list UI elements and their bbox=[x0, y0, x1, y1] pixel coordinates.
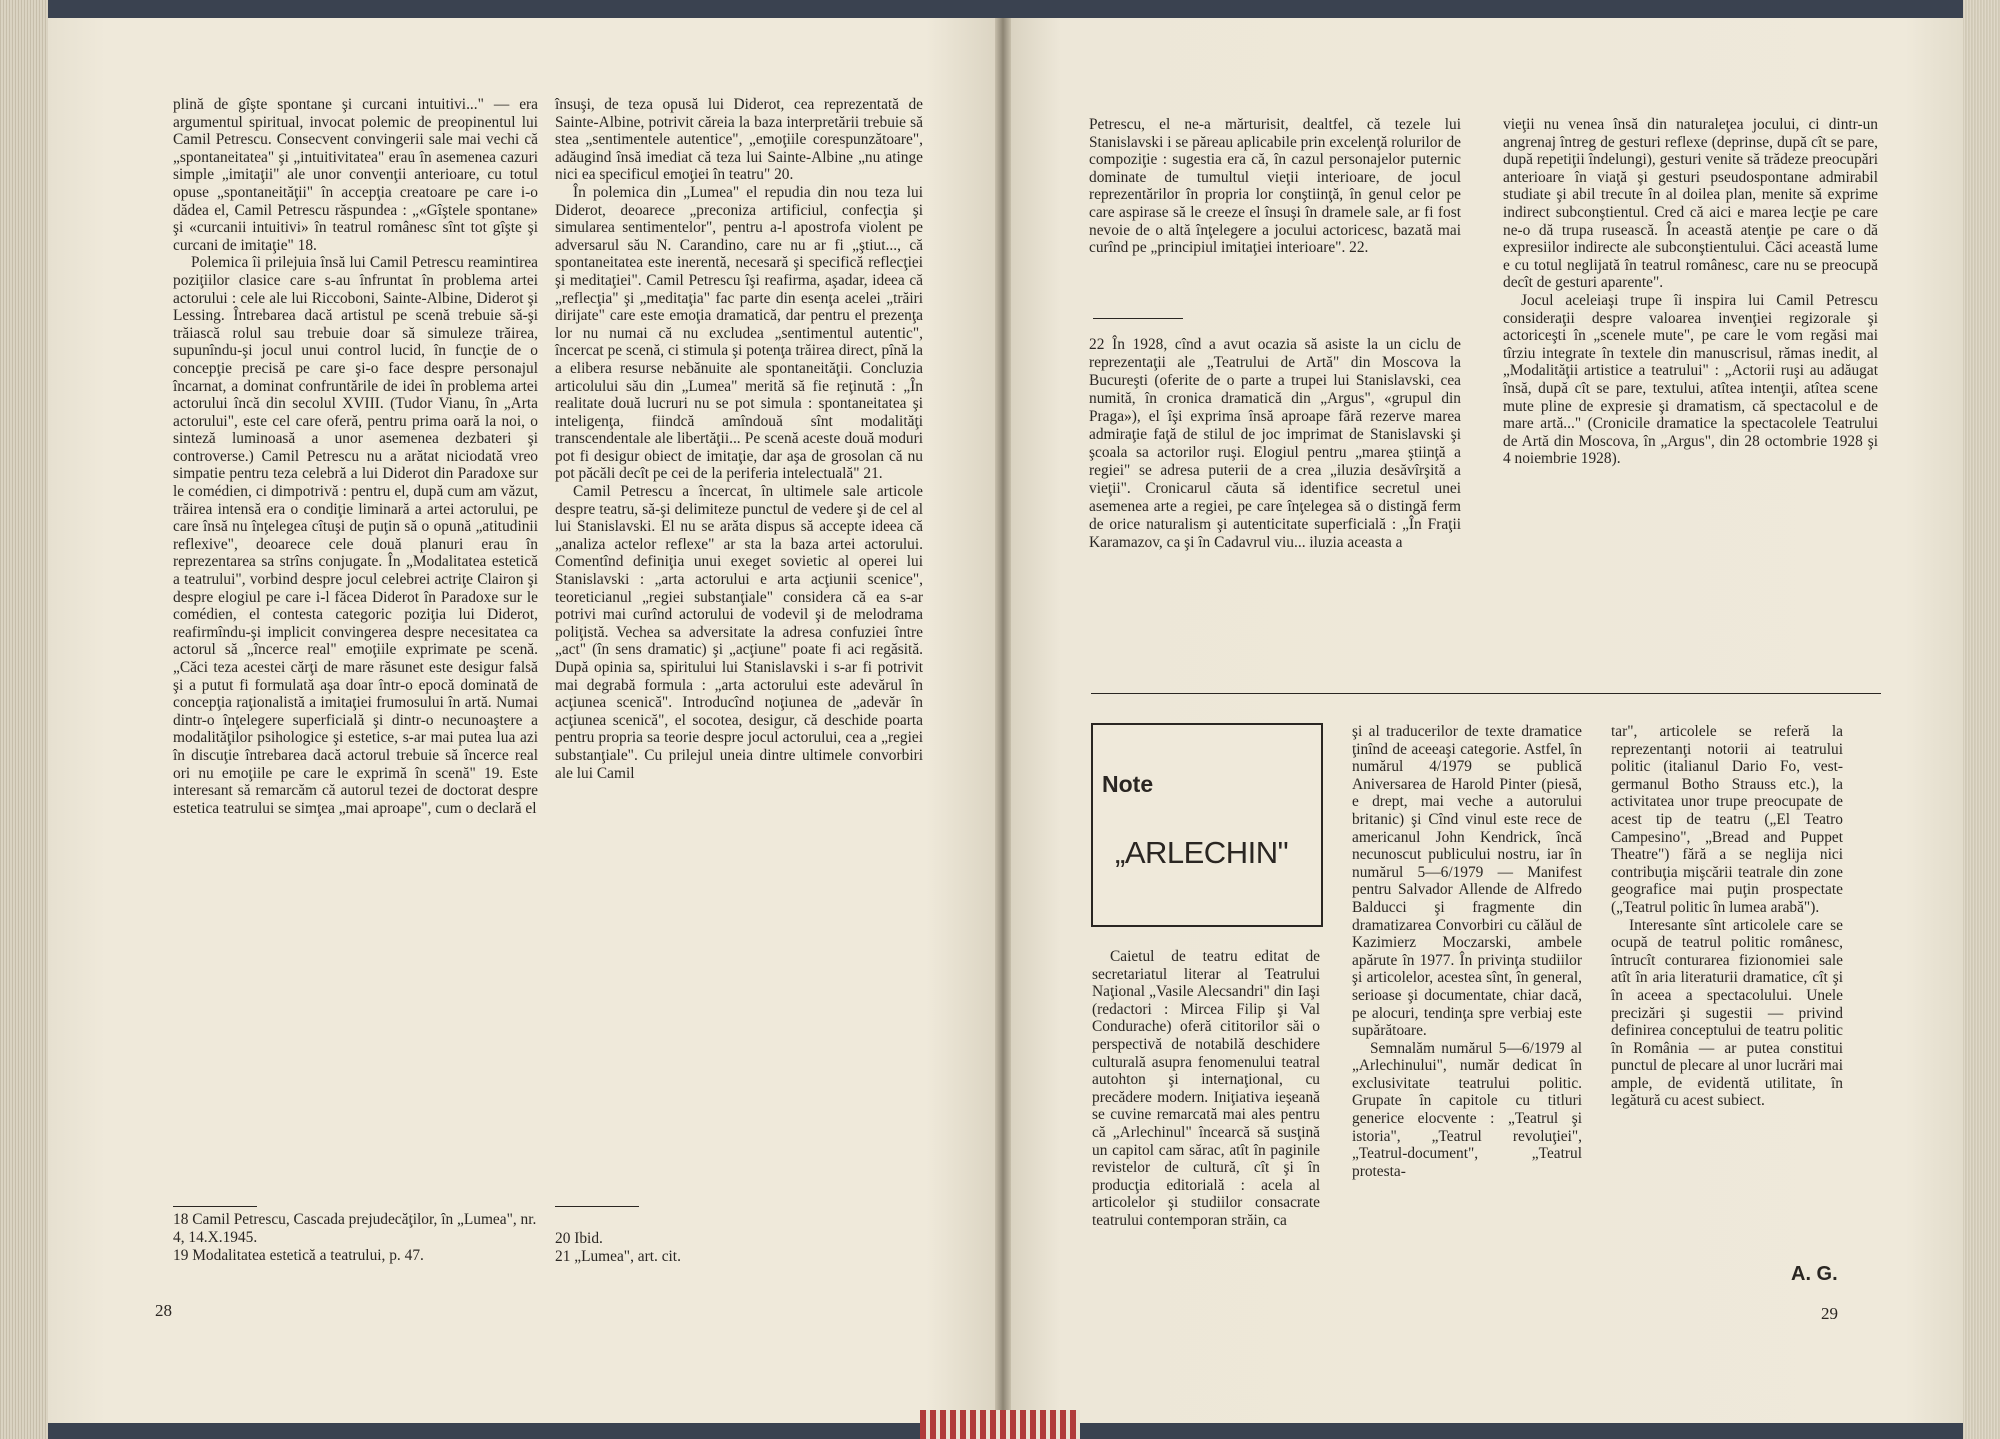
page-number: 29 bbox=[1821, 1304, 1838, 1323]
left-col1-footnotes bbox=[173, 1211, 538, 1265]
paragraph: Interesante sînt articolele care se ocupă de teatrul politic românesc, întrucît conturarea fizionomiei sale atît în aria literaturii dramatice, cît şi în aceea a spectacolului. Unele precizări şi sugestii — privind definirea conceptului de teatru politic în România — ar putea constitui punctul de plecare al unor lucrări mai ample, de evidentă utilitate, în legătură cu acest subiect. bbox=[1611, 916, 1843, 1110]
right-col2 bbox=[1503, 116, 1878, 468]
note-heading: Note bbox=[1102, 771, 1154, 797]
left-col2-footnotes bbox=[555, 1230, 923, 1266]
footnote: 18 Camil Petrescu, Cascada prejudecăţilor, în „Lumea", nr. 4, 14.X.1945. bbox=[173, 1211, 537, 1246]
page-edges-left bbox=[0, 0, 48, 1439]
paragraph: În polemica din „Lumea" el repudia din nou teza lui Diderot, deoarece „preconiza artificiul, confecţia şi simularea sentimentelor", pentru a-l apostrofa violent pe adversarul său N. Carandino, care nu ar fi „ştiut..., că spontaneitatea este inerentă, necesară şi specifică reflecţiei şi meditaţiei". Camil Petrescu îşi reafirma, aşadar, ideea că „reflecţia" şi „meditaţia" fac parte din esenţa acelei „trăiri dirijate" care este emoţia dramatică, dar pentru el prezenţa lor nu numai că nu excludea „sentimentul autentic", încercat pe scenă, ci stimula şi potenţa trăirea direct, pînă la a elibera resurse nebănuite ale spontaneităţii. Concluzia articolului său din „Lumea" merită să fie reţinută : „În realitate două lucruri nu se pot simula : spontaneitatea şi inteligenţa, fiindcă amîndouă sînt modalităţi transcendentale ale libertăţii... Pe scenă aceste două moduri pot fi desigur obiect de imitaţie, dar aşa de grosolan că nu pot păcăli decît pe cei de la periferia intelectuală" 21. bbox=[555, 183, 923, 483]
paragraph: Polemica îi prilejuia însă lui Camil Petrescu reamintirea poziţiilor clasice care s-au înfruntat în problema artei actorului : cele ale lui Riccoboni, Sainte-Albine, Diderot şi Lessing. Întrebarea dacă artistul pe scenă trebuie să-şi trăiască rolul sau trebuie doar să simuleze trăirea, supunîndu-şi jocul unui control lucid, în funcţie de o concepţie precisă pe care şi-o face despre personajul încarnat, a dominat confruntările de idei în problema artei actorului încă din secolul XVIII. (Tudor Vianu, în „Arta actorului", este cel care oferă, pentru prima oară la noi, o sinteză luminoasă a unor asemenea dezbateri şi controverse.) Camil Petrescu nu a arătat niciodată vreo simpatie pentru teza celebră a lui Diderot din Paradoxe sur le comédien, ci dimpotrivă : pentru el, după cum am văzut, trăirea intensă era o condiţie liminară a artei actorului, pe care însă nu înţelegea cîtuşi de puţin să o opună „atitudinii reflexive", deoarece cele două planuri erau în reprezentarea sa strîns conjugate. În „Modalitatea estetică a teatrului", vorbind despre jocul celebrei actriţe Clairon şi despre elogiul pe care i-l făcea Diderot în Paradoxe sur le comédien, el contesta categoric poziţia lui Diderot, reafirmîndu-şi implicit convingerea despre necesitatea ca actorul să „încerce real" emoţiile exprimate pe scenă. „Căci teza acestei cărţi de mare răsunet este desigur falsă şi a putut fi formulată aşa doar într-o epocă dominată de concepţia raţionalistă a imitaţiei frumosului în artă. Numai dintr-o înţelegere superficială şi dintr-o necunoaştere a modalităţilor psihologice şi estetice, s-ar mai putea lua azi în discuţie întrebarea dacă actorul trebuie să încerce real ori nu emoţiile pe care le exprimă în scenă" 19. Este interesant să remarcăm că autorul tezei de doctorat despre estetica teatrului se simţea „mai aproape", cum o declară el bbox=[173, 254, 538, 817]
footnote: 21 „Lumea", art. cit. bbox=[555, 1248, 681, 1265]
paragraph: tar", articolele se referă la reprezentanţi notorii ai teatrului politic (italianul Dario Fo, vest-germanul Botho Strauss etc.), la activitatea unor trupe preocupate de acest tip de teatru („El Teatro Campesino", „Bread and Puppet Theatre") fără a se neglija nici contribuţia mişcării teatrale din zone geografice mai puţin prospectate („Teatrul politic în lumea arabă"). bbox=[1611, 723, 1843, 916]
footnote-rule bbox=[1093, 318, 1183, 319]
footnote-rule bbox=[555, 1206, 639, 1207]
page-number: 28 bbox=[155, 1301, 172, 1320]
paragraph: vieţii nu venea însă din naturaleţea jocului, ci dintr-un angrenaj întreg de gesturi reflexe (deprinse, după cît se pare, după repetiţii îndelungi), gesturi venite să trădeze preocupări anterioare în viaţă şi gesturi pseudospontane admirabil studiate şi abil trecute în al doilea plan, menite să exprime indirect subconştientul. Cred că aici e marea lecţie pe care ne-o dă trupa rusească. În această atenţie pe care o dă expresiilor indirecte ale subconştientului. Căci această lume e cu totul neglijată în teatrul românesc, care nu se preocupă decît de gesturi aparente". bbox=[1503, 116, 1878, 292]
right-col1-footnotes bbox=[1089, 336, 1461, 552]
right-col1 bbox=[1089, 116, 1461, 257]
note-title: „ARLECHIN" bbox=[1115, 835, 1289, 870]
paragraph: Jocul aceleiaşi trupe îi inspira lui Camil Petrescu consideraţii despre valoarea invenţiei regizorale şi actoriceşti în „scenele mute", pe care le vom regăsi mai tîrziu integrate în textele din manuscrisul, rămas inedit, al „Modalităţii artistice a teatrului" : „Actorii ruşi au adăugat însă, după cît se pare, textului, atîtea intenţii, atîtea scene mute pline de expresie şi dramatism, că spectacolul e de mare artă..." (Cronicile dramatice la spectacolele Teatrului de Artă din Moscova, în „Argus", din 28 octombrie 1928 şi 4 noiembrie 1928). bbox=[1503, 291, 1878, 468]
note-title-box bbox=[1091, 723, 1323, 927]
footnote: 22 În 1928, cînd a avut ocazia să asiste la un ciclu de reprezentaţii ale „Teatrului de Artă" din Moscova la Bucureşti (oferite de o parte a trupei lui Stanislavski, cea numită, în cronica dramatică din „Argus", «grupul din Praga»), el îşi exprima însă aproape fără rezerve marea admiraţie faţă de stilul de joc imprimat de Stanislavski şi şcoala sa actorilor ruşi. Elogiul pentru „marea ştiinţă a regiei" se adresa puterii de a crea „iluzia desăvîrşită a vieţii". Cronicarul căuta să identifice secretul unei asemenea arte a regiei, pe care înţelegea să o distingă ferm de orice naturalism şi autenticitate superficială : „În Fraţii Karamazov, ca şi în Cadavrul viu... iluzia aceasta a bbox=[1089, 336, 1461, 551]
paragraph: însuşi, de teza opusă lui Diderot, cea reprezentată de Sainte-Albine, potrivit căreia la baza interpretării trebuie să stea „sentimentele autentice", „emoţiile corespunzătoare", adăugind însă imediat că teza lui Sainte-Albine „nu atinge nici ea specificul emoţiei în teatru" 20. bbox=[555, 96, 923, 184]
page-edges-right bbox=[1963, 0, 2000, 1439]
paragraph: Petrescu, el ne-a mărturisit, dealtfel, că tezele lui Stanislavski i se păreau aplicabile prin excelenţă rolurilor de compoziţie : sugestia era că, în cazul personajelor puternic dominate de tumultul vieţii interioare, de jocul reprezentărilor în propria lor conştiinţă, în genul celor pe care aspirase să le creeze el însuşi în dramele sale, ar fi fost nevoie de o altă înţelegere a jocului actoricesc, bazată mai curînd pe „principiul imitaţiei interioare". 22. bbox=[1089, 116, 1461, 257]
note-col3 bbox=[1611, 723, 1843, 1110]
note-col1 bbox=[1092, 948, 1320, 1230]
footnote: 19 Modalitatea estetică a teatrului, p. 47. bbox=[173, 1247, 424, 1264]
left-page bbox=[48, 18, 1003, 1423]
footnote-rule bbox=[173, 1206, 257, 1207]
paragraph: Semnalăm numărul 5—6/1979 al „Arlechinului", număr dedicat în exclusivitate teatrului politic. Grupate în capitole cu titluri generice elocvente : „Teatrul şi istoria", „Teatrul revoluţiei", „Teatrul-document", „Teatrul protesta- bbox=[1352, 1039, 1582, 1180]
author-signature: A. G. bbox=[1791, 1263, 1838, 1285]
binding-headband bbox=[920, 1410, 1080, 1439]
paragraph: Camil Petrescu a încercat, în ultimele sale articole despre teatru, să-şi delimiteze punctul de vedere şi de cel al lui Stanislavski. El nu se arăta dispus să accepte ideea că „analiza actelor reflexe" ar sta la baza artei actorului. Comentînd definiţia unui exeget sovietic al operei lui Stanislavski : „arta actorului e arta acţiunii scenice", teoreticianul „regiei substanţiale" considera că ea s-ar potrivi mai curînd actorului de vodevil şi de melodrama poliţistă. Vechea sa adversitate la adresa confuziei între „act" (în sens dramatic) şi „acţiune" poate fi aci regăsită. După opinia sa, spiritului lui Stanislavski i s-ar fi potrivit mai degrabă formula : „arta actorului este adevărul în acţiunea scenică". Introducînd noţiunea de „adevăr în acţiunea scenică", el socotea, desigur, că deschide poarta pentru propria sa teorie despre jocul actorului, cea a „regiei substanţiale". Cu prilejul uneia dintre ultimele convorbiri ale lui Camil bbox=[555, 483, 923, 782]
paragraph: Caietul de teatru editat de secretariatul literar al Teatrului Naţional „Vasile Alecsandri" din Iaşi (redactori : Mircea Filip şi Val Condurache) oferă cititorilor săi o perspectivă de notabilă deschidere culturală asupra fenomenului teatral autohton şi internaţional, cu precădere modern. Iniţiativa ieşeană se cuvine remarcată mai ales pentru că „Arlechinul" încearcă să susţină un capitol cam sărac, atît în paginile revistelor de cultură, cît şi în producţia editorială : acela al articolelor şi studiilor consacrate teatrului contemporan străin, ca bbox=[1092, 948, 1320, 1229]
right-page bbox=[1003, 18, 1963, 1423]
footnote: 20 Ibid. bbox=[555, 1230, 603, 1247]
paragraph: şi al traducerilor de texte dramatice ţinînd de aceeaşi categorie. Astfel, în numărul 4/1979 se publică Aniversarea de Harold Pinter (piesă, e drept, mai veche a autorului britanic) şi Cînd vinul este rece de americanul John Kendrick, încă necunoscut publicului nostru, iar în numărul 5—6/1979 — Manifest pentru Salvador Allende de Alfredo Balducci şi fragmente din dramatizarea Convorbiri cu călăul de Kazimierz Moczarski, ambele apărute în 1977. În privinţa studiilor şi articolelor, acestea sînt, în general, serioase şi documentate, chiar dacă, pe alocuri, tendinţa spre verbiaj este supărătoare. bbox=[1352, 723, 1582, 1040]
note-col2 bbox=[1352, 723, 1582, 1180]
section-divider bbox=[1091, 693, 1881, 694]
left-col2 bbox=[555, 96, 923, 782]
book-gutter bbox=[995, 18, 1011, 1423]
paragraph: plină de gîşte spontane şi curcani intuitivi..." — era argumentul spiritual, invocat polemic de preopinentul lui Camil Petrescu. Consecvent convingerii sale mai vechi că „spontaneitatea" şi „intuitivitatea" erau în asemenea cazuri simple „imitaţii" ale unor convenţii anterioare, cu totul opuse „spontaneităţii" în accepţia creatoare pe care i-o dădea el, Camil Petrescu răspundea : „«Gîştele spontane» şi «curcanii intuitivi» în teatrul românesc sînt tot gîşte şi curcani de imitaţie" 18. bbox=[173, 96, 538, 254]
left-col1 bbox=[173, 96, 538, 817]
